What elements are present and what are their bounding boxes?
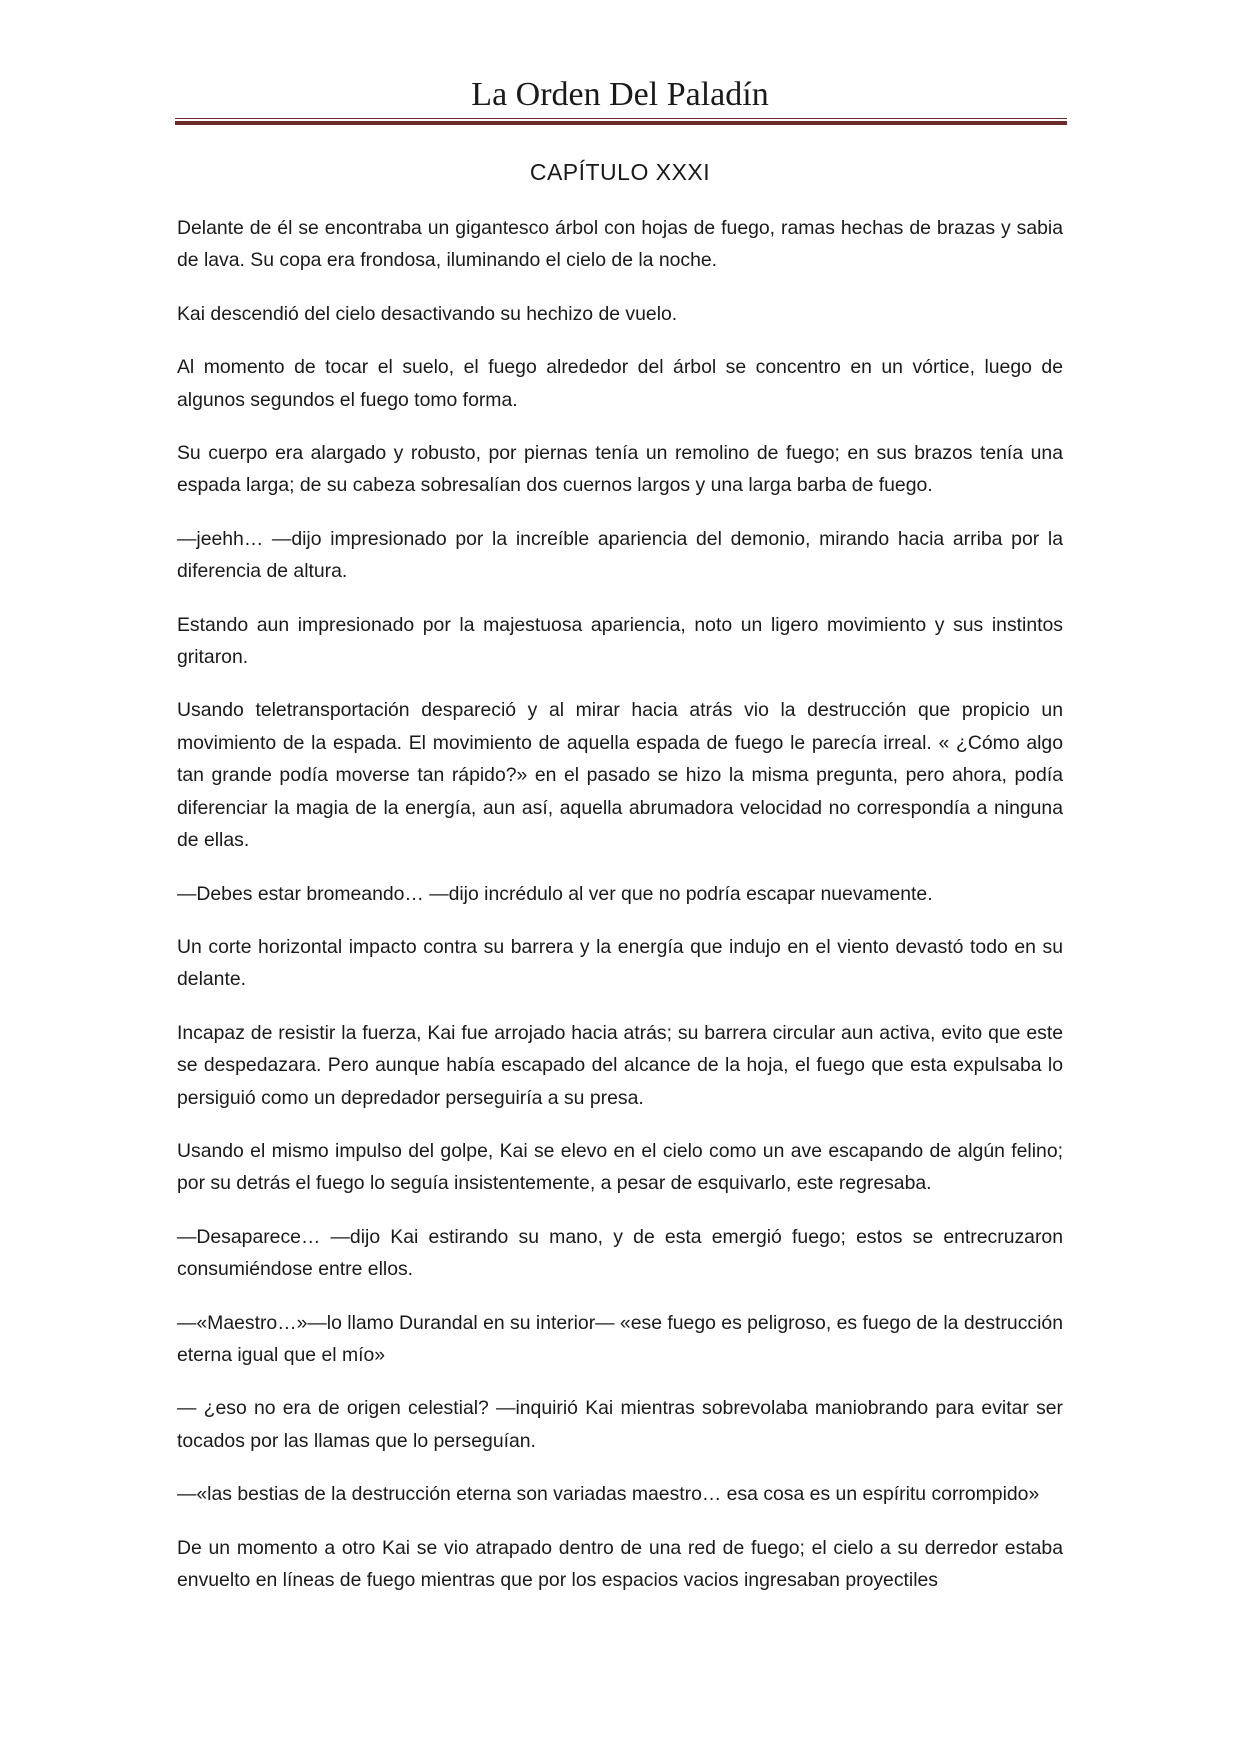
paragraph: —Desaparece… —dijo Kai estirando su mano, y de esta emergió fuego; estos se entrecruzaron consumiéndose entre ellos. [177,1225,1063,1281]
paragraph: —«las bestias de la destrucción eterna son variadas maestro… esa cosa es un espíritu corrompido» [177,1483,1040,1506]
paragraph: Usando el mismo impulso del golpe, Kai se elevo en el cielo como un ave escapando de algún felino; por su detrás el fuego lo seguía insistentemente, a pesar de esquivarlo, este regresaba. [177,1139,1063,1195]
paragraph: Delante de él se encontraba un gigantesco árbol con hojas de fuego, ramas hechas de brazas y sabia de lava. Su copa era frondosa, iluminando el cielo de la noche. [177,217,1063,272]
paragraph: Usando teletransportación despareció y al mirar hacia atrás vio la destrucción que propicio un movimiento de la espada. El movimiento de aquella espada de fuego le parecía irreal. « ¿Cómo algo tan grande podía moverse tan rápido?» en el pasado se hizo la misma pregunta, pero ahora, podía diferenciar la magia de la energía, aun así, aquella abrumadora velocidad no correspondía a ninguna de ellas. [177,699,1063,852]
header-divider-thin-line [175,118,1067,119]
paragraph: —Debes estar bromeando… —dijo incrédulo al ver que no podría escapar nuevamente. [177,882,933,905]
paragraph: De un momento a otro Kai se vio atrapado dentro de una red de fuego; el cielo a su derredor estaba envuelto en líneas de fuego mientras que por los espacios vacios ingresaban proyectiles [177,1536,1063,1591]
paragraph: Estando aun impresionado por la majestuosa apariencia, noto un ligero movimiento y sus instintos gritaron. [177,613,1063,669]
paragraph: —«Maestro…»—lo llamo Durandal en su interior— «ese fuego es peligroso, es fuego de la destrucción eterna igual que el mío» [177,1311,1063,1366]
body-text [177,212,1063,1617]
paragraph: —jeehh… —dijo impresionado por la increíble apariencia del demonio, mirando hacia arriba por la diferencia de altura. [177,527,1063,583]
paragraph: Kai descendió del cielo desactivando su hechizo de vuelo. [177,302,678,325]
paragraph: Su cuerpo era alargado y robusto, por piernas tenía un remolino de fuego; en sus brazos tenía una espada larga; de su cabeza sobresalían dos cuernos largos y una larga barba de fuego. [177,442,1063,497]
header-divider [175,118,1067,124]
paragraph: — ¿eso no era de origen celestial? —inquirió Kai mientras sobrevolaba maniobrando para evitar ser tocados por las llamas que lo perseguían. [177,1397,1063,1452]
chapter-title: CAPÍTULO XXXI [529,159,711,185]
header-divider-thick-line [175,121,1067,125]
paragraph: Un corte horizontal impacto contra su barrera y la energía que indujo en el viento devastó todo en su delante. [177,935,1063,991]
running-header-title: La Orden Del Paladín [471,76,769,113]
paragraph: Al momento de tocar el suelo, el fuego alrededor del árbol se concentro en un vórtice, luego de algunos segundos el fuego tomo forma. [177,356,1063,411]
paragraph: Incapaz de resistir la fuerza, Kai fue arrojado hacia atrás; su barrera circular aun activa, evito que este se despedazara. Pero aunque había escapado del alcance de la hoja, el fuego que esta expulsaba lo persiguió como un depredador perseguiría a su presa. [177,1021,1063,1109]
